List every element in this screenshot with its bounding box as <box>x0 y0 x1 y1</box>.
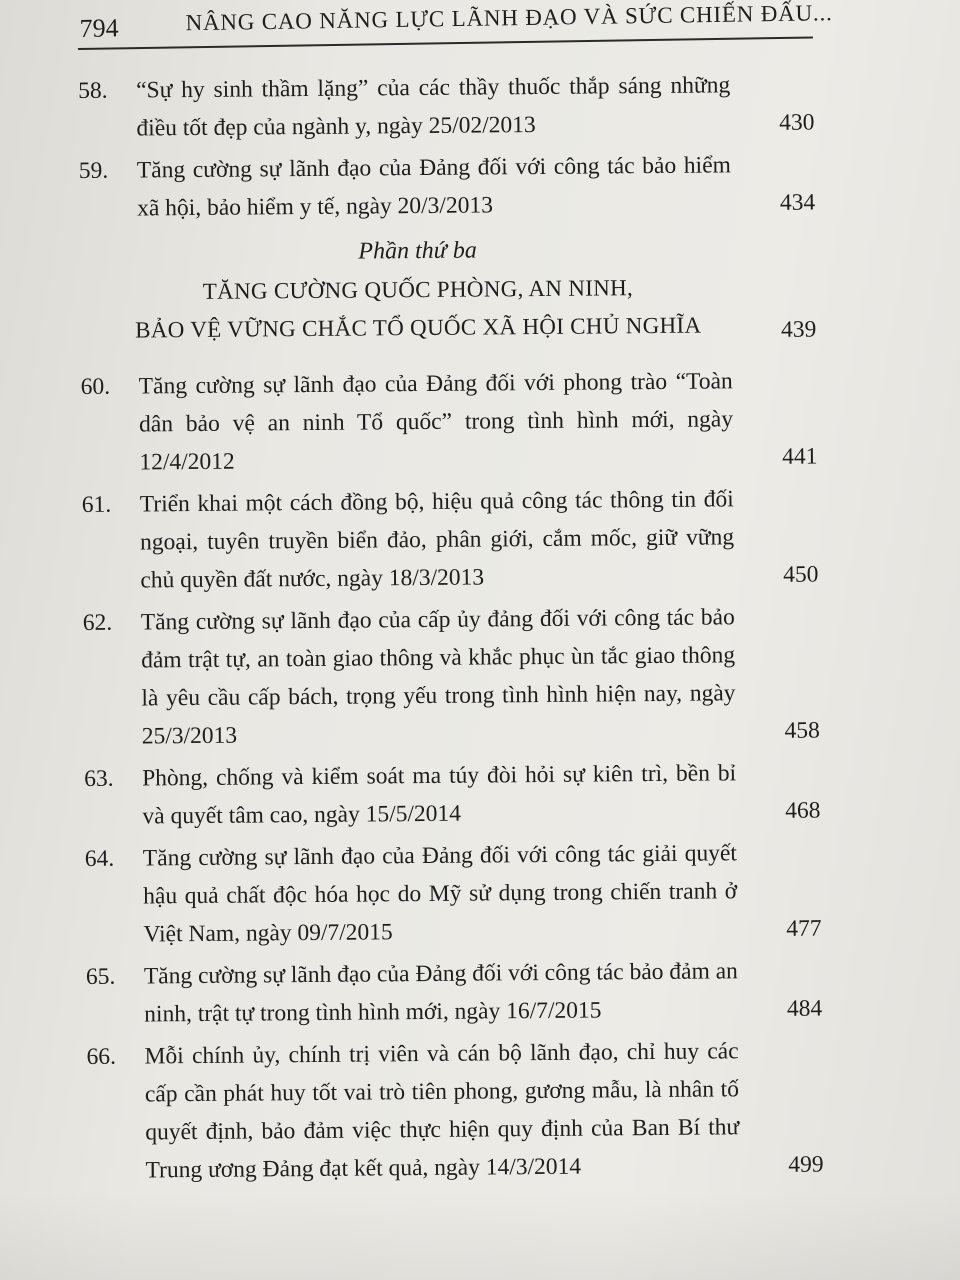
entry-title: Phòng, chống và kiểm soát ma túy đòi hỏi sự kiên trì, bền bỉ và quyết tâm cao, ngày 15/5/2014 <box>142 760 737 830</box>
entry-number: 63. <box>84 765 114 792</box>
page-header <box>77 0 833 50</box>
entry-number: 61. <box>81 491 112 518</box>
toc-entry-63 <box>84 754 821 836</box>
entry-page: 458 <box>784 717 820 744</box>
entry-page: 434 <box>779 189 816 216</box>
page-shadow <box>0 1190 960 1280</box>
entry-number: 58. <box>78 77 108 104</box>
toc-entry-60 <box>81 362 818 482</box>
toc-entry-64 <box>85 834 822 954</box>
entry-title: Tăng cường sự lãnh đạo của Đảng đối với công tác giải quyết hậu quả chất độc hóa học do Mỹ sử dụng trong chiến tranh ở Việt Nam, ngày 09/7/2015 <box>142 840 738 948</box>
running-title: NÂNG CAO NĂNG LỰC LÃNH ĐẠO VÀ SỨC CHIẾN ĐẤU... <box>185 0 833 36</box>
entry-title: Tăng cường sự lãnh đạo của Đảng đối với công tác bảo đảm an ninh, trật tự trong tình hình mới, ngày 16/7/2015 <box>143 958 738 1028</box>
toc-entry-65 <box>86 952 823 1034</box>
entry-number: 59. <box>78 157 109 184</box>
entry-title: “Sự hy sinh thầm lặng” của các thầy thuốc thắp sáng những điều tốt đẹp của ngành y, ngày 25/02/2013 <box>136 72 731 142</box>
entry-page: 450 <box>783 561 819 588</box>
entry-page: 441 <box>782 443 818 470</box>
entry-title: Tăng cường sự lãnh đạo của cấp ủy đảng đối với công tác bảo đảm trật tự, an toàn giao thông và khắc phục ùn tắc giao thông là yêu cầu cấp bách, trọng yếu trong tình hình hiện nay, ngày 25/3/2013 <box>140 604 736 750</box>
entry-title: Mỗi chính ủy, chính trị viên và cán bộ lãnh đạo, chỉ huy các cấp cần phát huy tốt vai trò tiên phong, gương mẫu, là nhân tố quyết định, bảo đảm việc thực hiện quy định của Ban Bí thư Trung ương Đảng đạt kết quả, ngày 14/3/2014 <box>144 1038 740 1184</box>
section-label: Phần thứ ba <box>358 237 477 265</box>
entry-number: 64. <box>84 845 115 872</box>
entry-number: 60. <box>80 373 111 400</box>
entry-number: 66. <box>86 1043 117 1070</box>
section-title-line2: BẢO VỆ VỮNG CHẮC TỔ QUỐC XÃ HỘI CHỦ NGHĨA <box>135 312 702 343</box>
entry-page: 477 <box>786 915 822 942</box>
table-of-contents <box>78 66 824 1194</box>
toc-entry-62 <box>83 598 820 756</box>
section-page: 439 <box>780 316 817 343</box>
entry-page: 468 <box>785 797 821 824</box>
toc-entry-66 <box>86 1032 823 1190</box>
entry-page: 430 <box>779 109 815 136</box>
entry-number: 65. <box>85 963 116 990</box>
entry-title: Tăng cường sự lãnh đạo của Đảng đối với công tác bảo hiểm xã hội, bảo hiểm y tế, ngày 20/3/2013 <box>136 152 731 222</box>
toc-entry-58 <box>78 66 815 148</box>
entry-title: Triển khai một cách đồng bộ, hiệu quả công tác thông tin đối ngoại, tuyên truyền biển đảo, phân giới, cắm mốc, giữ vững chủ quyền đất nước, ngày 18/3/2013 <box>139 486 735 594</box>
entry-page: 499 <box>788 1151 824 1178</box>
page-number: 794 <box>79 13 119 43</box>
section-heading <box>79 228 816 350</box>
entry-number: 62. <box>82 609 113 636</box>
toc-entry-61 <box>82 480 819 600</box>
toc-entry-59 <box>79 146 816 228</box>
entry-page: 484 <box>786 995 823 1022</box>
entry-title: Tăng cường sự lãnh đạo của Đảng đối với phong trào “Toàn dân bảo vệ an ninh Tổ quốc” trong tình hình mới, ngày 12/4/2012 <box>138 368 734 476</box>
section-title-line1: TĂNG CƯỜNG QUỐC PHÒNG, AN NINH, <box>202 275 634 304</box>
